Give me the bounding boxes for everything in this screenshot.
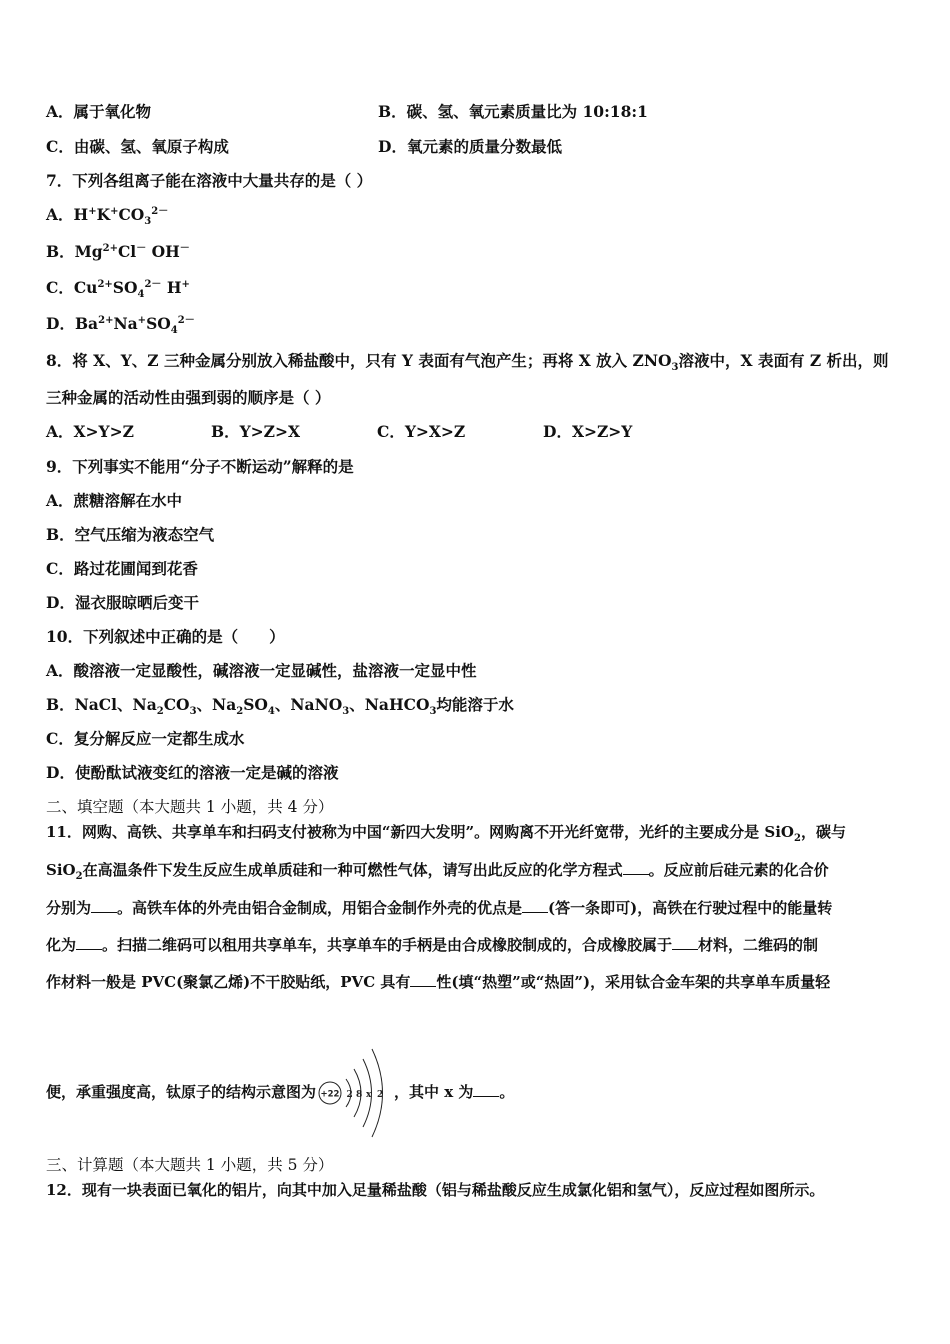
answer-blank[interactable] [672, 935, 698, 950]
section-2-heading: 二、填空题（本大题共 1 小题，共 4 分） [46, 798, 334, 816]
q7-option-a: A．$H^+K^+CO_3^{2-}$ [46, 205, 169, 228]
q7-option-c: C．$Cu^{2+}SO_4^{2-}$ H+ [46, 278, 190, 301]
q11-line5: 作材料一般是 PVC(聚氯乙烯)不干胶贴纸，PVC 具有 性(填“热塑”或“热固”)，采用钛合金车架的共享单车质量轻 [46, 973, 831, 991]
answer-blank[interactable] [91, 898, 117, 913]
q8-option-d: D．X>Z>Y [543, 422, 633, 441]
titanium-atom-structure-diagram [316, 1045, 394, 1141]
atom-shell-2-count: 8 [356, 1090, 363, 1100]
q9-stem: 9．下列事实不能用“分子不断运动”解释的是 [46, 457, 354, 476]
q11-line2: SiO$_2$在高温条件下发生反应生成单质硅和一种可燃性气体，请写出此反应的化学方程式 。反应前后硅元素的化合价 [46, 861, 829, 882]
q9-option-c: C．路过花圃闻到花香 [46, 559, 198, 578]
q7-option-b: B．$Mg^{2+}Cl^-$ OH－ [46, 242, 190, 261]
q9-option-a: A．蔗糖溶解在水中 [46, 491, 183, 510]
answer-blank[interactable] [623, 860, 649, 875]
q10-option-d: D．使酚酞试液变红的溶液一定是碱的溶液 [46, 763, 339, 782]
answer-blank[interactable] [410, 972, 436, 987]
q10-option-a: A．酸溶液一定显酸性，碱溶液一定显碱性，盐溶液一定显中性 [46, 661, 477, 680]
q12-stem: 12．现有一块表面已氧化的铝片，向其中加入足量稀盐酸（铝与稀盐酸反应生成氯化铝和氢气），反应过程如图所示。 [46, 1181, 825, 1199]
q11-line3: 分别为 。高铁车体的外壳由铝合金制成，用铝合金制作外壳的优点是 (答一条即可)，高铁在行驶过程中的能量转 [46, 899, 833, 917]
q6-option-a: A．属于氧化物 [46, 102, 152, 121]
atom-nucleus-label: +22 [320, 1089, 340, 1100]
section-3-heading: 三、计算题（本大题共 1 小题，共 5 分） [46, 1156, 334, 1174]
q8-stem-line1: 8．将 X、Y、Z 三种金属分别放入稀盐酸中，只有 Y 表面有气泡产生；再将 X 放入 $ZNO_3$溶液中，X 表面有 Z 析出，则 [46, 351, 889, 374]
atom-shell-1-count: 2 [346, 1090, 353, 1100]
atom-shell-4-count: 2 [377, 1090, 384, 1100]
q8-stem-line2: 三种金属的活动性由强到弱的顺序是（ ） [46, 388, 331, 407]
q9-option-b: B．空气压缩为液态空气 [46, 525, 215, 544]
q11-line1: 11．网购、高铁、共享单车和扫码支付被称为中国“新四大发明”。网购离不开光纤宽带，光纤的主要成分是 SiO$_2$，碳与 [46, 823, 846, 844]
q10-option-b: B．NaCl、$Na_2CO_3$、$Na_2SO_4$、NaNO$_3$、NaHCO$_3$均能溶于水 [46, 695, 514, 718]
q6-option-d: D．氧元素的质量分数最低 [378, 137, 562, 156]
answer-blank[interactable] [76, 935, 102, 950]
q10-option-c: C．复分解反应一定都生成水 [46, 729, 245, 748]
q8-option-c: C．Y>X>Z [377, 422, 466, 441]
q8-option-b: B．Y>Z>X [211, 422, 300, 441]
q10-stem: 10．下列叙述中正确的是（ ） [46, 627, 285, 646]
q9-option-d: D．湿衣服晾晒后变干 [46, 593, 199, 612]
q7-stem: 7．下列各组离子能在溶液中大量共存的是（ ） [46, 171, 373, 190]
q7-option-d: D．$Ba^{2+}Na^+SO_4^{2-}$ [46, 314, 195, 337]
q11-line6: 便，承重强度高，钛原子的结构示意图为 +22 2 8 x 2 ，其中 x 为 。 [46, 1042, 514, 1142]
q6-option-b: B．碳、氢、氧元素质量比为 10:18:1 [378, 102, 648, 121]
atom-shell-3-count: x [366, 1090, 372, 1100]
answer-blank[interactable] [522, 898, 548, 913]
answer-blank[interactable] [473, 1082, 499, 1097]
q8-option-a: A．X>Y>Z [46, 422, 134, 441]
q11-line4: 化为 。扫描二维码可以租用共享单车，共享单车的手柄是由合成橡胶制成的，合成橡胶属于 材料，二维码的制 [46, 936, 819, 954]
q6-option-c: C．由碳、氢、氧原子构成 [46, 137, 229, 156]
